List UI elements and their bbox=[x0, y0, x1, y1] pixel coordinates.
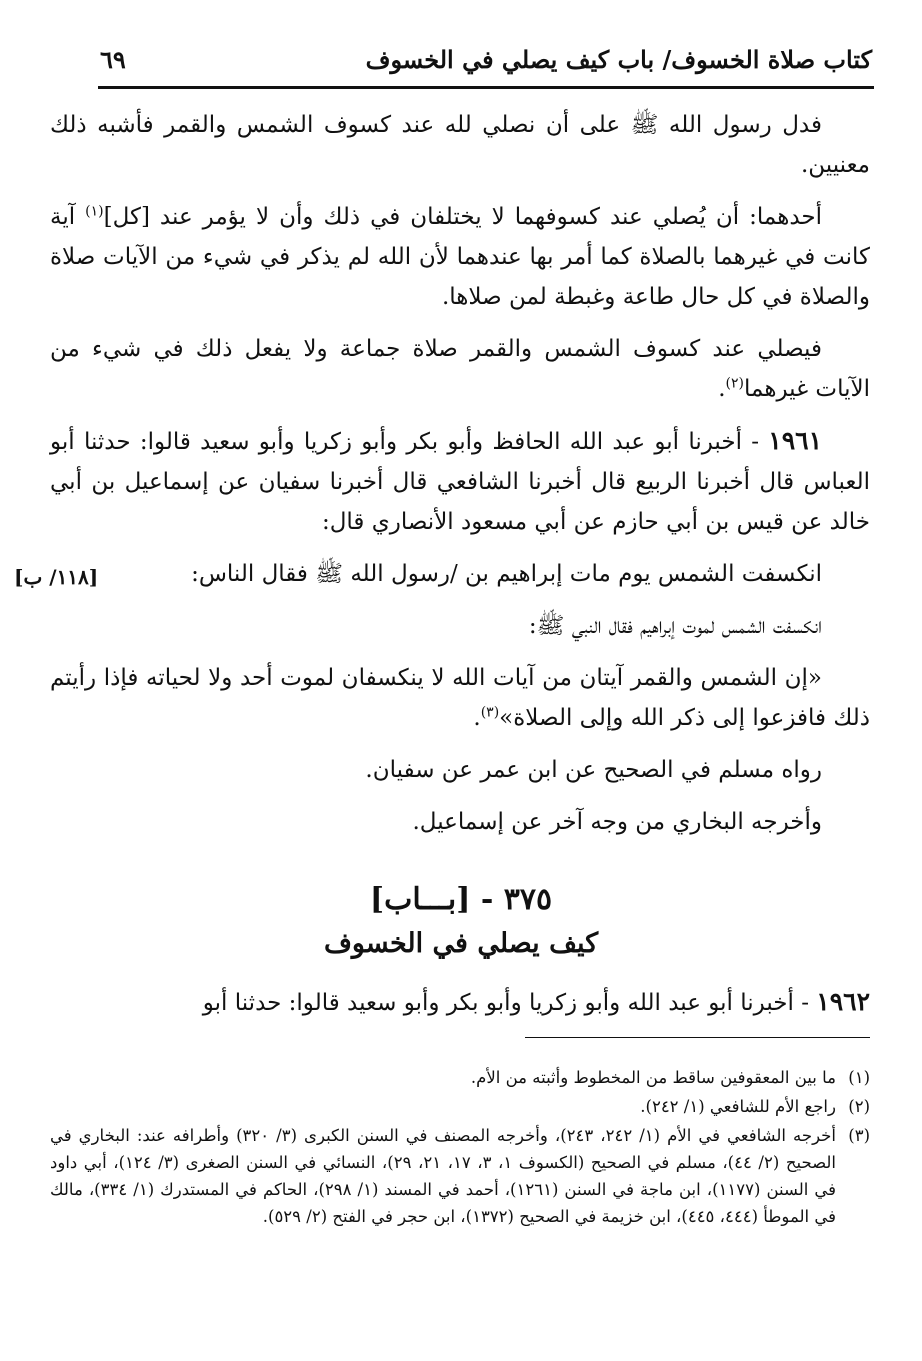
footnote-marker: (٣) bbox=[480, 704, 500, 721]
chapter-subtitle: كيف يصلي في الخسوف bbox=[323, 928, 599, 959]
footnote: (٢) راجع الأم للشافعي (١/ ٢٤٢). bbox=[50, 1093, 870, 1120]
footnote-marker: (٢) bbox=[725, 375, 745, 392]
footnote: (٣) أخرجه الشافعي في الأم (١/ ٢٤٢، ٢٤٣)، وأخرجه المصنف في السنن الكبرى (٣/ ٣٢٠) وأطرافه عند: البخاري في الصحيح (٢/ ٤٤)، مسلم في الصحيح (الكسوف ١، ٣، ١٧، ٢١، ٢٩)، النسائي في السنن الصغرى (٣/ ١٢٤)، أبي داود في السنن (١١٧٧)، ابن ماجة في السنن (١٢٦١)، أحمد في المسند (١/ ٢٩٨)، الحاكم في المستدرك (١/ ٣٣٤)، مالك في الموطأ (٤٤٤، ٤٤٥)، ابن خزيمة في الصحيح (١٣٧٢)، ابن حجر في الفتح (٢/ ٥٢٩). bbox=[50, 1122, 870, 1230]
riwaya-line: وأخرجه البخاري من وجه آخر عن إسماعيل. bbox=[412, 809, 822, 835]
hadith-number: ١٩٦١ bbox=[768, 426, 823, 455]
chapter-title: ٣٧٥ - [بـــاب] bbox=[369, 882, 553, 917]
hadith-1962: ١٩٦٢ - أخبرنا أبو عبد الله وأبو زكريا وأبو بكر وأبو سعيد قالوا: حدثنا أبو bbox=[202, 987, 870, 1016]
hadith-line: انكسفت الشمس يوم مات إبراهيم بن /رسول الله ﷺ فقال الناس: bbox=[191, 561, 822, 587]
footnote-number: (٣) bbox=[848, 1126, 870, 1145]
footnote-divider bbox=[525, 1037, 870, 1038]
hadith-number: ١٩٦٢ bbox=[816, 987, 870, 1016]
footnote: (١) ما بين المعقوفين ساقط من المخطوط وأثبته من الأم. bbox=[50, 1064, 870, 1091]
hadith-1961: ١٩٦١ - أخبرنا أبو عبد الله الحافظ وأبو بكر وأبو زكريا وأبو سعيد قالوا: حدثنا أبو العباس قال أخبرنا الربيع قال أخبرنا الشافعي قال أخبرنا سفيان عن إسماعيل بن أبي خالد عن قيس بن أبي حازم عن أبي مسعود الأنصاري قال: bbox=[50, 426, 870, 535]
page-header bbox=[100, 34, 872, 84]
footnote-marker: (١) bbox=[85, 203, 104, 220]
prophetic-quote: «إن الشمس والقمر آيتان من آيات الله لا ينكسفان لموت أحد ولا لحياته فإذا رأيتم ذلك فافزعوا إلى ذكر الله وإلى الصلاة»$^{(٣)}$. bbox=[50, 665, 870, 731]
footnote-number: (١) bbox=[848, 1068, 870, 1087]
chapter-heading bbox=[52, 878, 870, 966]
riwaya-line: رواه مسلم في الصحيح عن ابن عمر عن سفيان. bbox=[365, 757, 822, 783]
main-text bbox=[50, 105, 870, 854]
manuscript-folio-reference: [١١٨/ ب] bbox=[14, 565, 99, 589]
paragraph: أحدهما: أن يُصلي عند كسوفهما لا يختلفان في ذلك وأن لا يؤمر عند [كل]$^{(١)}$ آية كانت في غيرهما بالصلاة كما أمر بها عندهما لأن الله لم يذكر في شيء من الآيات صلاة والصلاة في كل حال طاعة وغبطة لمن صلاها. bbox=[50, 203, 870, 310]
footnote-number: (٢) bbox=[848, 1097, 870, 1116]
paragraph: فدل رسول الله ﷺ على أن نصلي لله عند كسوف الشمس والقمر فأشبه ذلك معنيين. bbox=[50, 112, 870, 178]
running-title: كتاب صلاة الخسوف/ باب كيف يصلي في الخسوف bbox=[365, 44, 872, 74]
paragraph: فيصلي عند كسوف الشمس والقمر صلاة جماعة ولا يفعل ذلك في شيء من الآيات غيرهما$^{(٢)}$. bbox=[50, 336, 870, 402]
header-divider bbox=[98, 86, 874, 89]
main-text-continued bbox=[50, 982, 870, 1023]
footnotes bbox=[50, 1064, 870, 1232]
page-number: ٦٩ bbox=[100, 44, 126, 74]
hadith-line: انكسفت الشمس لموت إبراهيم فقال النبي ﷺ: bbox=[528, 613, 822, 639]
